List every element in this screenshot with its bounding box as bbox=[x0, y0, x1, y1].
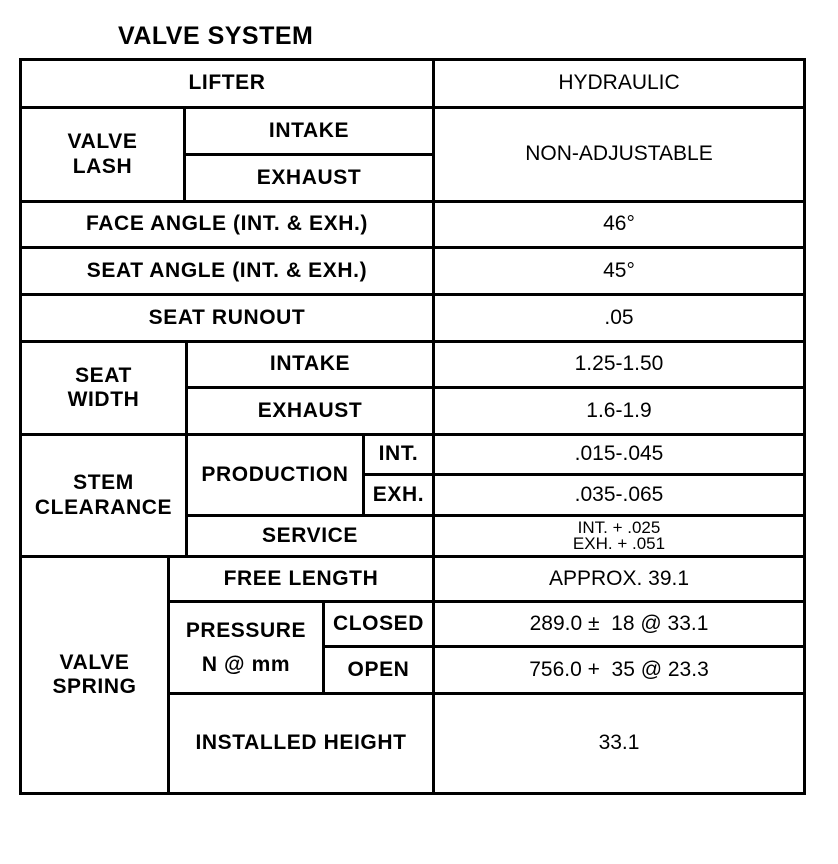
page-title: VALVE SYSTEM bbox=[118, 22, 314, 50]
production-label: PRODUCTION bbox=[201, 462, 349, 486]
seat-width-label bbox=[22, 343, 185, 433]
valve-lash-exhaust-label: EXHAUST bbox=[256, 165, 362, 189]
valve-lash-label bbox=[22, 109, 183, 200]
seat-width-intake-value: 1.25-1.50 bbox=[574, 352, 664, 376]
pressure-label-line1: PRESSURE bbox=[185, 618, 307, 642]
service-value bbox=[435, 517, 803, 555]
seat-runout-label: SEAT RUNOUT bbox=[148, 305, 306, 329]
face-angle-label: FACE ANGLE (INT. & EXH.) bbox=[86, 212, 368, 236]
installed-height-value: 33.1 bbox=[598, 731, 640, 755]
lifter-value: HYDRAULIC bbox=[558, 71, 680, 95]
valve-lash-label-line2: LASH bbox=[72, 154, 133, 178]
service-label: SERVICE bbox=[261, 523, 358, 547]
stem-clearance-label bbox=[22, 436, 185, 555]
valve-lash-label-line1: VALVE bbox=[67, 130, 138, 154]
lifter-label: LIFTER bbox=[188, 71, 266, 95]
open-value: 756.0 + 35 @ 23.3 bbox=[529, 657, 709, 681]
seat-width-exhaust-label: EXHAUST bbox=[257, 398, 363, 422]
seat-width-label-line2: WIDTH bbox=[67, 388, 140, 411]
seat-width-label-line1: SEAT bbox=[75, 363, 132, 387]
production-exh-label: EXH. bbox=[372, 482, 425, 506]
valve-spring-label-line2: SPRING bbox=[52, 675, 137, 698]
stem-clearance-label-line1: STEM bbox=[73, 471, 134, 495]
production-int-label: INT. bbox=[378, 442, 419, 466]
closed-label: CLOSED bbox=[332, 611, 425, 635]
seat-angle-value: 45° bbox=[603, 258, 635, 282]
valve-spring-label-line1: VALVE bbox=[59, 650, 130, 674]
production-int-value: .015-.045 bbox=[574, 442, 664, 466]
seat-width-exhaust-value: 1.6-1.9 bbox=[586, 398, 652, 422]
service-value-exh: EXH. + .051 bbox=[572, 534, 666, 553]
open-label: OPEN bbox=[347, 657, 410, 681]
pressure-label-line2: N @ mm bbox=[201, 652, 291, 676]
closed-value: 289.0 ± 18 @ 33.1 bbox=[529, 611, 709, 635]
seat-runout-value: .05 bbox=[604, 305, 634, 329]
free-length-label: FREE LENGTH bbox=[223, 566, 379, 590]
seat-width-intake-label: INTAKE bbox=[269, 352, 351, 376]
face-angle-value: 46° bbox=[603, 212, 635, 236]
service-value-int: INT. + .025 bbox=[577, 517, 661, 537]
installed-height-label: INSTALLED HEIGHT bbox=[195, 731, 407, 755]
valve-lash-value: NON-ADJUSTABLE bbox=[525, 142, 713, 166]
valve-spring-label bbox=[22, 558, 167, 792]
seat-angle-label: SEAT ANGLE (INT. & EXH.) bbox=[86, 258, 368, 282]
valve-lash-intake-label: INTAKE bbox=[268, 118, 350, 142]
pressure-label bbox=[170, 603, 322, 692]
free-length-value: APPROX. 39.1 bbox=[548, 566, 690, 590]
production-exh-value: .035-.065 bbox=[574, 482, 664, 506]
stem-clearance-label-line2: CLEARANCE bbox=[34, 495, 173, 519]
